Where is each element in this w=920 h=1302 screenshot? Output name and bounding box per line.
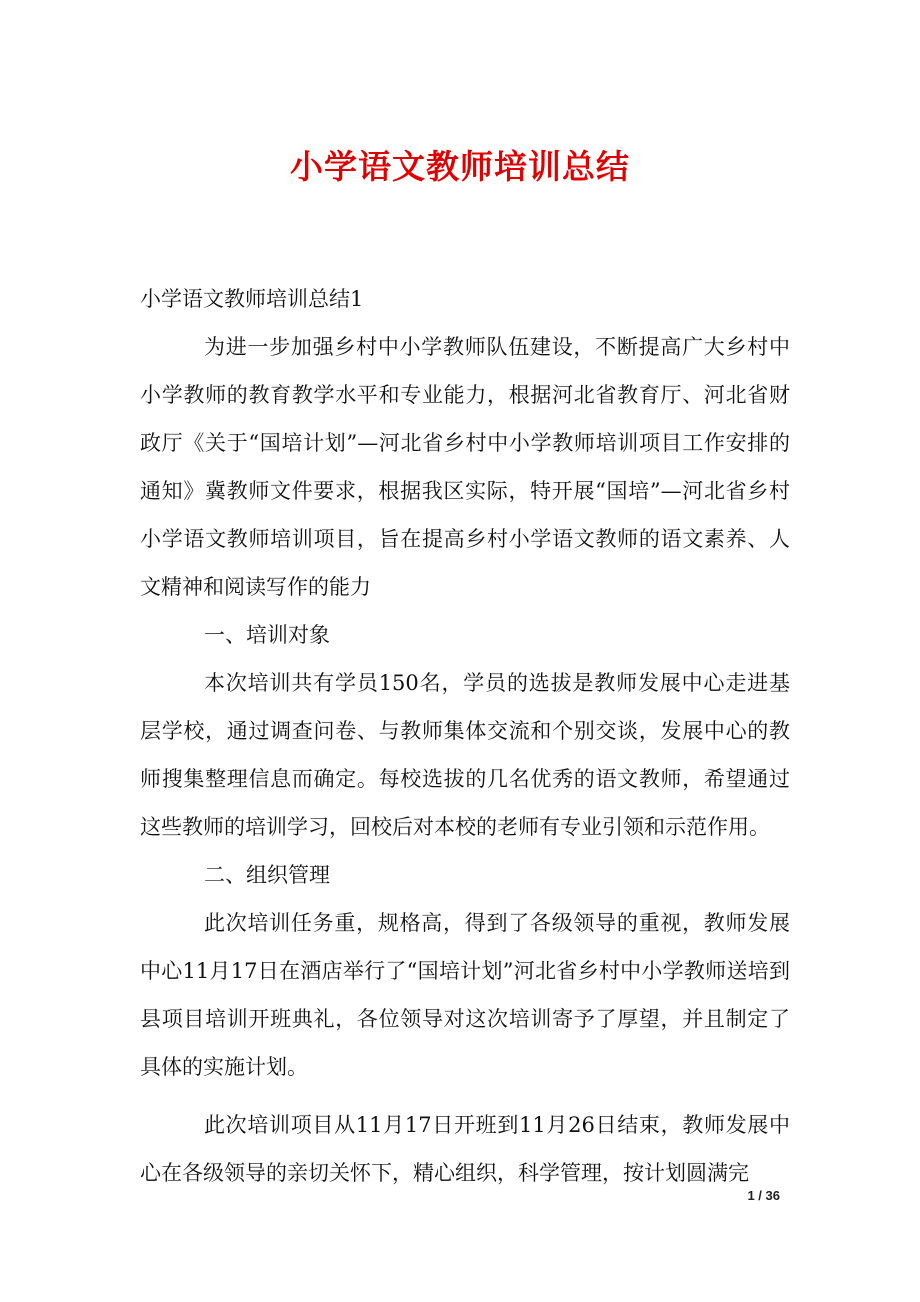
paragraph-organization: 此次培训任务重，规格高，得到了各级领导的重视，教师发展中心11月17日在酒店举行了“国培计划”河北省乡村中小学教师送培到县项目培训开班典礼，各位领导对这次培训寄予了厚望，并且制定了具体的实施计划。 [140,911,790,1079]
page-number: 1 / 36 [747,1188,780,1203]
heading-training-targets: 一、培训对象 [204,623,330,647]
paragraph-intro: 为进一步加强乡村中小学教师队伍建设，不断提高广大乡村中小学教师的教育教学水平和专业能力，根据河北省教育厅、河北省财政厅《关于“国培计划”—河北省乡村中小学教师培训项目工作安排的通知》冀教师文件要求，根据我区实际，特开展“国培”—河北省乡村小学语文教师培训项目，旨在提高乡村小学语文教师的语文素养、人文精神和阅读写作的能力 [140,335,790,599]
document-title: 小学语文教师培训总结 [290,147,630,186]
heading-organization: 二、组织管理 [204,863,330,887]
paragraph-schedule: 此次培训项目从11月17日开班到11月26日结束，教师发展中心在各级领导的亲切关怀下，精心组织，科学管理，按计划圆满完 [140,1113,790,1185]
document-body [140,275,790,1197]
section-heading: 小学语文教师培训总结1 [140,287,364,311]
paragraph-training-targets: 本次培训共有学员150名，学员的选拔是教师发展中心走进基层学校，通过调查问卷、与教师集体交流和个别交谈，发展中心的教师搜集整理信息而确定。每校选拔的几名优秀的语文教师，希望通过这些教师的培训学习，回校后对本校的老师有专业引领和示范作用。 [140,671,790,839]
